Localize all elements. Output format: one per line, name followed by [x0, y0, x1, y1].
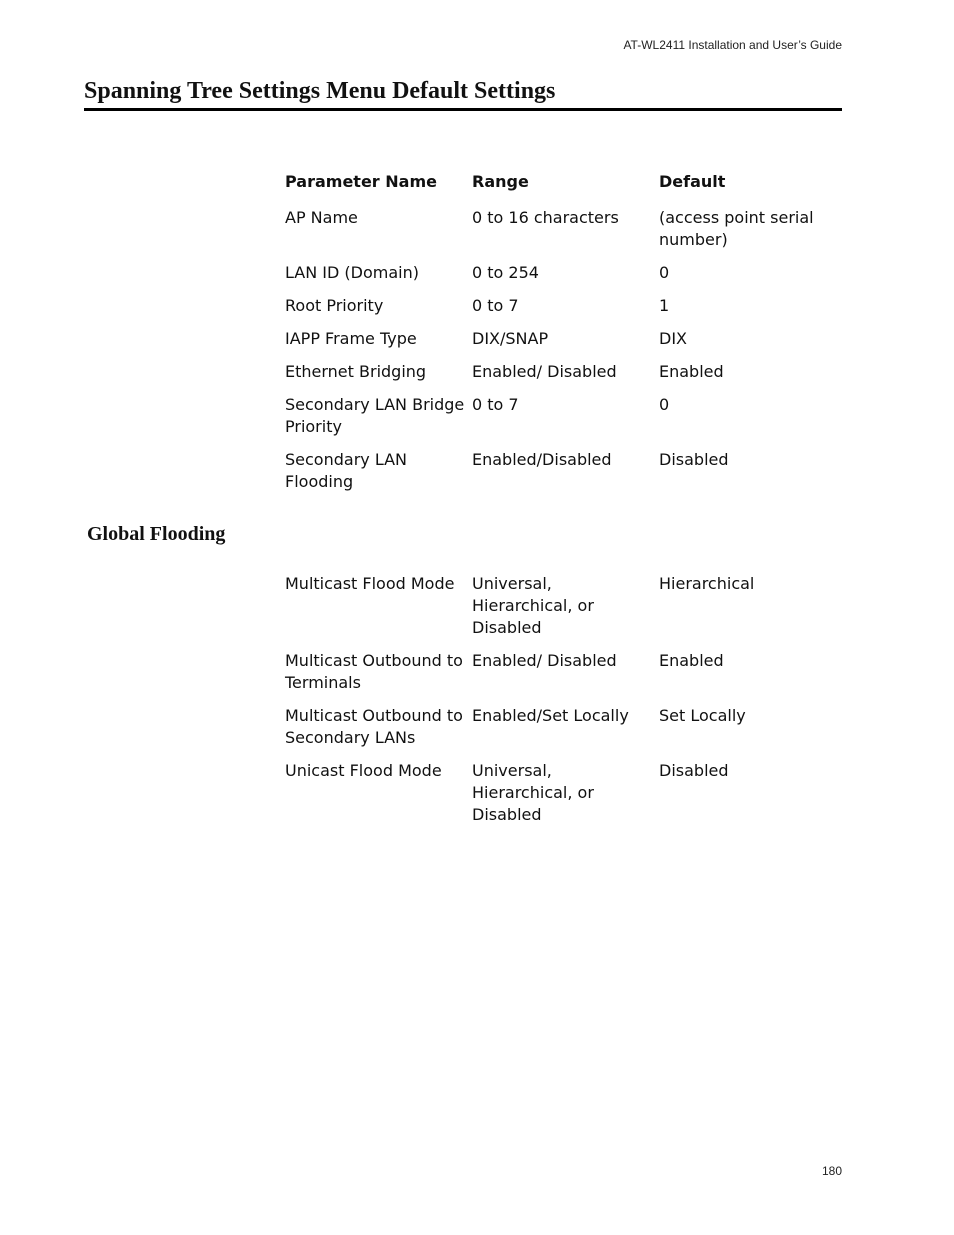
- parameter-default: Disabled: [659, 450, 729, 469]
- parameter-default: Hierarchical: [659, 574, 755, 593]
- parameter-range: Enabled/ Disabled: [472, 362, 617, 381]
- parameter-range: 0 to 7: [472, 395, 519, 414]
- parameter-name: Root Priority: [285, 296, 384, 315]
- parameter-range: 0 to 7: [472, 296, 519, 315]
- section-title: Spanning Tree Settings Menu Default Settings: [84, 76, 842, 111]
- parameter-default: Set Locally: [659, 706, 746, 725]
- parameter-range: Enabled/Set Locally: [472, 706, 629, 725]
- column-header-parameter: Parameter Name: [285, 172, 437, 191]
- table-row: [282, 449, 842, 504]
- table-row: [282, 328, 842, 361]
- table-row: [282, 394, 842, 449]
- parameter-default: (access point serial number): [659, 208, 814, 249]
- parameter-default: 1: [659, 296, 670, 315]
- parameter-table: [282, 171, 842, 504]
- global-flooding-table: [282, 573, 842, 837]
- parameter-default: Disabled: [659, 761, 729, 780]
- parameter-default: 0: [659, 395, 670, 414]
- table-row: [282, 650, 842, 705]
- parameter-name: Secondary LAN Bridge Priority: [285, 395, 465, 436]
- parameter-name: Multicast Flood Mode: [285, 574, 455, 593]
- parameter-range: 0 to 16 characters: [472, 208, 619, 227]
- table-row: [282, 262, 842, 295]
- table-row: [282, 361, 842, 394]
- parameter-name: Unicast Flood Mode: [285, 761, 442, 780]
- table-row: [282, 573, 842, 650]
- parameter-name: Multicast Outbound to Terminals: [285, 651, 463, 692]
- parameter-range: Universal, Hierarchical, or Disabled: [472, 761, 594, 824]
- page-number: 180: [821, 1164, 842, 1178]
- parameter-name: IAPP Frame Type: [285, 329, 417, 348]
- running-header: AT-WL2411 Installation and User’s Guide: [623, 38, 842, 52]
- parameter-range: 0 to 254: [472, 263, 539, 282]
- parameter-default: 0: [659, 263, 670, 282]
- parameter-default: Enabled: [659, 651, 724, 670]
- table-header-row: [282, 171, 842, 207]
- column-header-range: Range: [472, 172, 529, 191]
- table-row: [282, 295, 842, 328]
- parameter-name: Ethernet Bridging: [285, 362, 427, 381]
- parameter-name: Multicast Outbound to Secondary LANs: [285, 706, 463, 747]
- table-row: [282, 760, 842, 837]
- global-flooding-title: Global Flooding: [87, 523, 226, 545]
- table-row: [282, 705, 842, 760]
- parameter-name: LAN ID (Domain): [285, 263, 419, 282]
- parameter-range: Enabled/Disabled: [472, 450, 612, 469]
- parameter-range: DIX/SNAP: [472, 329, 549, 348]
- parameter-range: Enabled/ Disabled: [472, 651, 617, 670]
- parameter-name: Secondary LAN Flooding: [285, 450, 408, 491]
- parameter-range: Universal, Hierarchical, or Disabled: [472, 574, 594, 637]
- table-row: [282, 207, 842, 262]
- parameter-default: DIX: [659, 329, 687, 348]
- parameter-name: AP Name: [285, 208, 358, 227]
- parameter-default: Enabled: [659, 362, 724, 381]
- column-header-default: Default: [659, 172, 726, 191]
